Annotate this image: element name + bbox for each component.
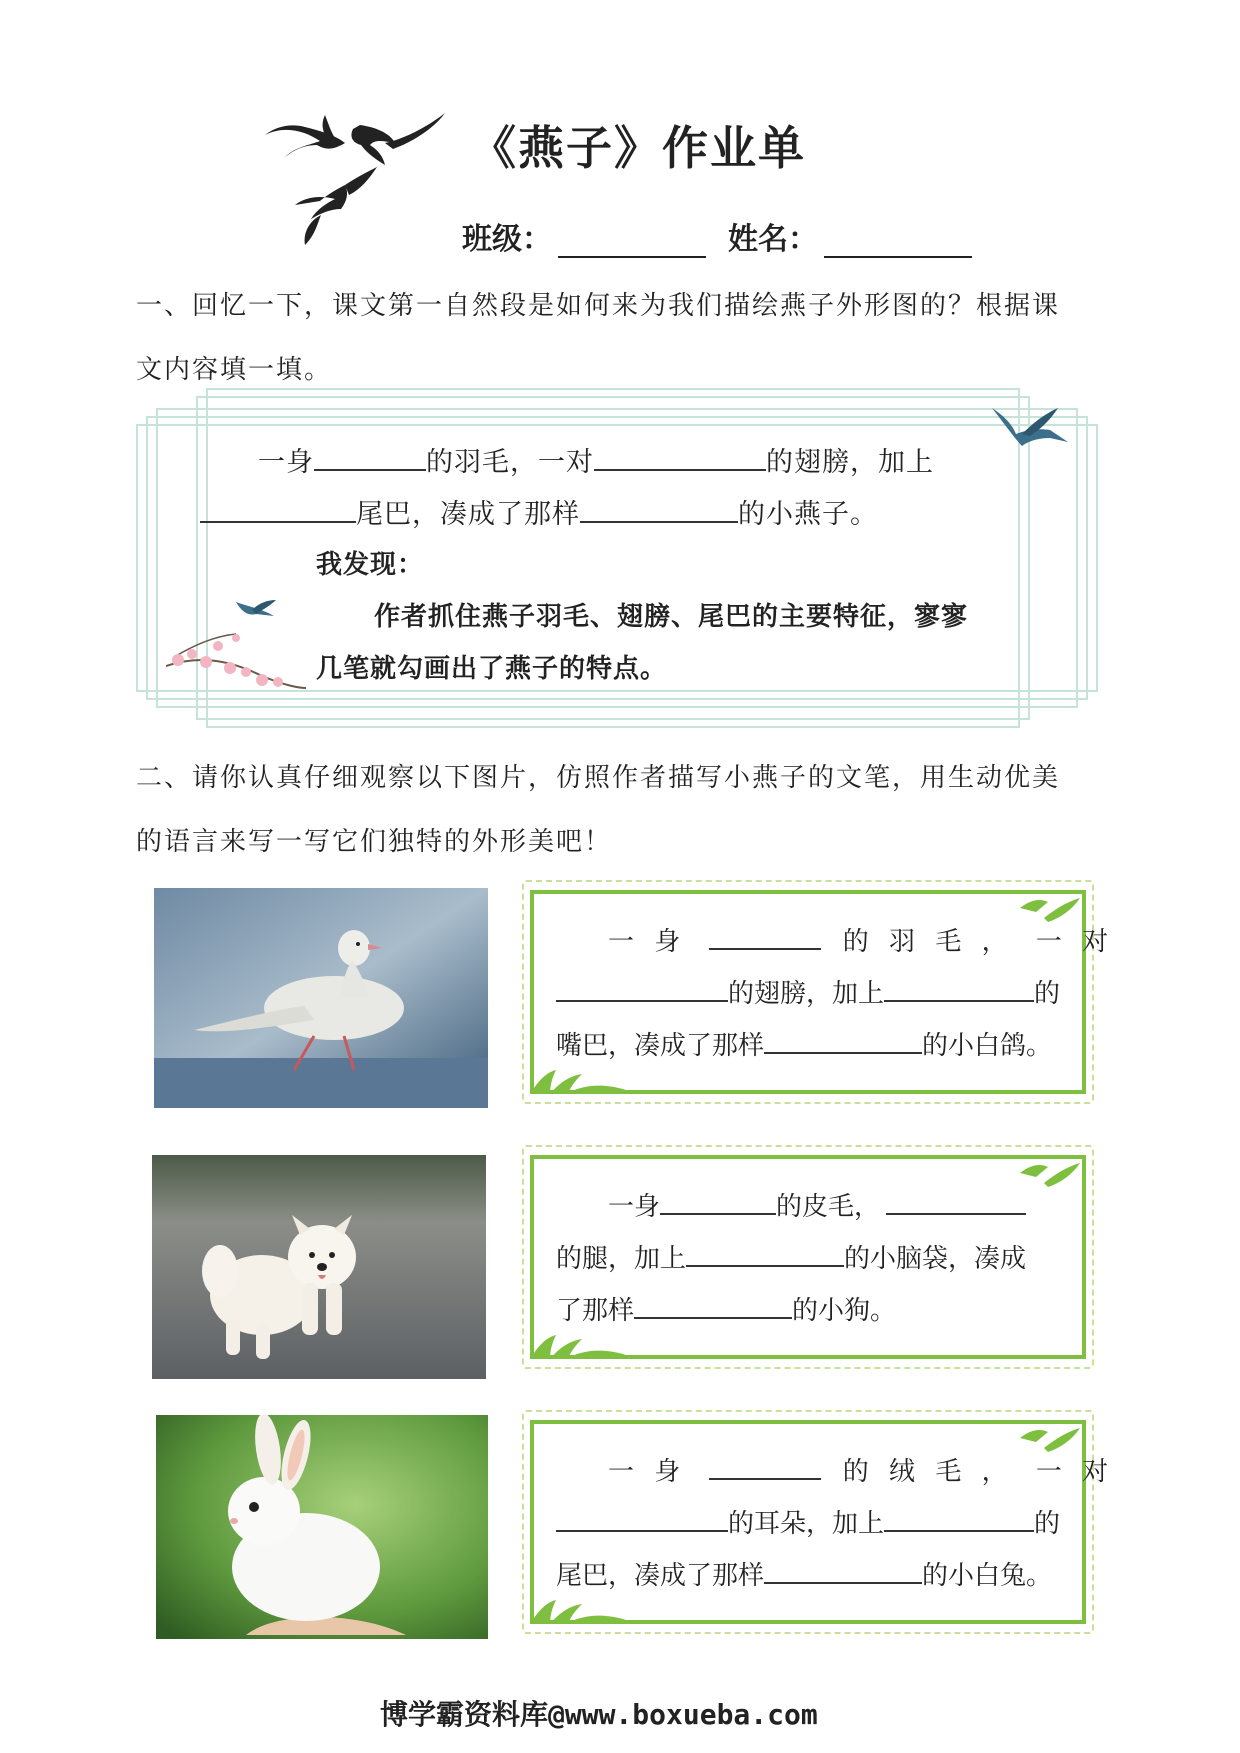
blank[interactable]	[200, 495, 356, 523]
name-blank[interactable]	[824, 224, 972, 258]
blank[interactable]	[884, 974, 1034, 1002]
blank[interactable]	[686, 1239, 844, 1267]
q1-fill-row2: 尾巴，凑成了那样 的小燕子。	[200, 492, 1020, 531]
page-title: 《燕子》作业单	[470, 121, 806, 175]
discover-line2: 几笔就勾画出了燕子的特点。	[316, 654, 668, 684]
class-label: 班级：	[462, 222, 552, 257]
blank[interactable]	[884, 1504, 1034, 1532]
blank[interactable]	[594, 443, 766, 471]
answer-card-rabbit	[522, 1410, 1115, 1634]
class-blank[interactable]	[558, 224, 706, 258]
blossom-branch-icon	[166, 596, 306, 692]
white-puppy-photo	[152, 1155, 486, 1379]
q1-fill-row1: 一身 的羽毛，一对 的翅膀，加上	[258, 440, 1078, 479]
card2-row1: 一身 的皮毛，	[556, 1181, 1060, 1233]
class-field	[462, 214, 706, 258]
card2-row2: 的腿，加上 的小脑袋，凑成	[556, 1233, 1060, 1285]
swallows-illustration	[265, 105, 475, 255]
q2-line1: 二、请你认真仔细观察以下图片，仿照作者描写小燕子的文笔，用生动优美	[136, 763, 1061, 793]
blank[interactable]	[660, 1187, 776, 1215]
blank[interactable]	[314, 443, 426, 471]
blank[interactable]	[634, 1291, 792, 1319]
name-field	[728, 214, 972, 258]
card3-row3: 尾巴，凑成了那样 的小白兔。	[556, 1550, 1060, 1602]
card1-row3: 嘴巴，凑成了那样 的小白鸽。	[556, 1020, 1060, 1072]
card3-row2: 的耳朵，加上 的	[556, 1498, 1060, 1550]
discover-label: 我发现：	[316, 550, 425, 580]
blank[interactable]	[764, 1556, 922, 1584]
answer-card-dove	[522, 880, 1115, 1104]
footer-watermark: 博学霸资料库@www.boxueba.com	[380, 1698, 818, 1731]
q1-line2: 文内容填一填。	[136, 355, 333, 385]
blank[interactable]	[556, 974, 728, 1002]
answer-card-puppy	[522, 1145, 1094, 1369]
white-dove-photo	[154, 888, 488, 1108]
card1-row1: 一 身 的 羽 毛 ， 一 对	[556, 916, 1060, 968]
q2-line2: 的语言来写一写它们独特的外形美吧！	[136, 827, 613, 857]
blank[interactable]	[709, 1452, 821, 1480]
name-label: 姓名：	[728, 222, 818, 257]
blank[interactable]	[580, 495, 738, 523]
discover-line1: 作者抓住燕子羽毛、翅膀、尾巴的主要特征，寥寥	[374, 602, 969, 632]
blank[interactable]	[709, 922, 821, 950]
card3-row1: 一 身 的 绒 毛 ， 一 对	[556, 1446, 1060, 1498]
blank[interactable]	[556, 1504, 728, 1532]
blank[interactable]	[886, 1187, 1026, 1215]
q1-line1: 一、回忆一下，课文第一自然段是如何来为我们描绘燕子外形图的？根据课	[136, 291, 1061, 321]
white-rabbit-photo	[156, 1415, 488, 1639]
card1-row2: 的翅膀，加上 的	[556, 968, 1060, 1020]
card2-row3: 了那样 的小狗。	[556, 1285, 1060, 1337]
blank[interactable]	[764, 1026, 922, 1054]
